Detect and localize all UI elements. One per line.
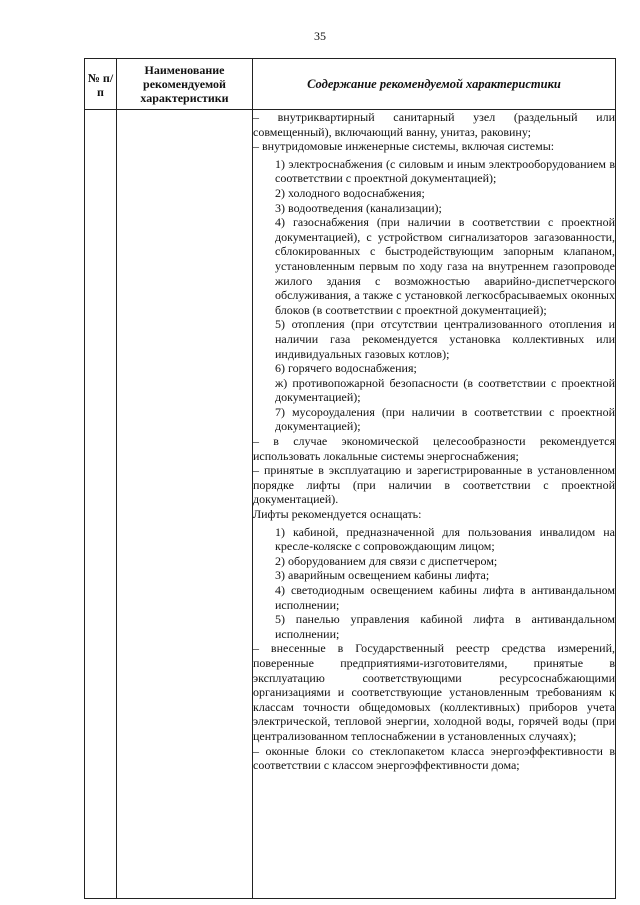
header-number: № п/п (85, 59, 117, 110)
list-subitem: 5) отопления (при отсутствии централизованного отопления и наличии газа рекомендуется установка коллективных или индивидуальных газовых котлов); (275, 317, 615, 361)
list-item: – оконные блоки со стеклопакетом класса энергоэффективности в соответствии с классом энергоэффективности дома; (253, 743, 615, 773)
list-subitem: 4) газоснабжения (при наличии в соответствии с проектной документацией), с устройством сигнализаторов загазованности, сблокированных с быстродействующим запорным клапаном, установленным первым по ходу газа на внутреннем газопроводе жилого здания с возможностью аварийно-диспетчерского обслуживания, а также с установкой легкосбрасываемых оконных блоков (в соответствии с проектной документацией); (275, 215, 615, 317)
list-subitem: 1) кабиной, предназначенной для пользования инвалидом на кресле-коляске с сопровождающим лицом; (275, 524, 615, 554)
list-subitem: 3) аварийным освещением кабины лифта; (275, 568, 490, 583)
list-item: – принятые в эксплуатацию и зарегистрированные в установленном порядке лифты (при наличии в соответствии с проектной документацией). (253, 463, 615, 507)
list-item: – внутридомовые инженерные системы, включая системы: (253, 139, 555, 154)
cell-content (253, 110, 616, 899)
table-row (85, 110, 616, 899)
header-name: Наименование рекомендуемой характеристики (117, 59, 253, 110)
list-subitem: 1) электроснабжения (с силовым и иным электрооборудованием в соответствии с проектной документацией); (275, 156, 615, 186)
list-item: Лифты рекомендуется оснащать: (253, 507, 422, 522)
list-item: – в случае экономической целесообразности рекомендуется использовать локальные системы энергоснабжения; (253, 434, 615, 463)
list-subitem: ж) противопожарной безопасности (в соответствии с проектной документацией); (275, 375, 615, 405)
list-subitem: 7) мусороудаления (при наличии в соответствии с проектной документацией); (275, 404, 615, 434)
cell-name (117, 110, 253, 899)
header-content: Содержание рекомендуемой характеристики (253, 59, 616, 110)
content-list (253, 110, 615, 773)
list-subitem: 2) холодного водоснабжения; (275, 185, 425, 200)
cell-number (85, 110, 117, 899)
table-header-row (85, 59, 616, 110)
list-subitem: 3) водоотведения (канализации); (275, 200, 442, 215)
list-item: – внутриквартирный санитарный узел (раздельный или совмещенный), включающий ванну, унитаз, раковину; (253, 110, 615, 139)
list-subitem: 4) светодиодным освещением кабины лифта в антивандальном исполнении; (275, 583, 615, 612)
list-subitem: 2) оборудованием для связи с диспетчером; (275, 553, 498, 568)
list-subitem: 6) горячего водоснабжения; (275, 361, 417, 376)
list-item: – внесенные в Государственный реестр средства измерений, поверенные предприятиями-изготовителями, принятые в эксплуатацию соответствующими ресурсоснабжающими организациями и соответствующие установленным требованиям к классам точности общедомовых (коллективных) приборов учета электрической, тепловой энергии, холодной воды, горячей воды (при централизованном теплоснабжении в установленных случаях); (253, 641, 615, 743)
characteristics-table (84, 58, 616, 899)
list-subitem: 5) панелью управления кабиной лифта в антивандальном исполнении; (275, 612, 615, 641)
page-number: 35 (314, 29, 326, 43)
